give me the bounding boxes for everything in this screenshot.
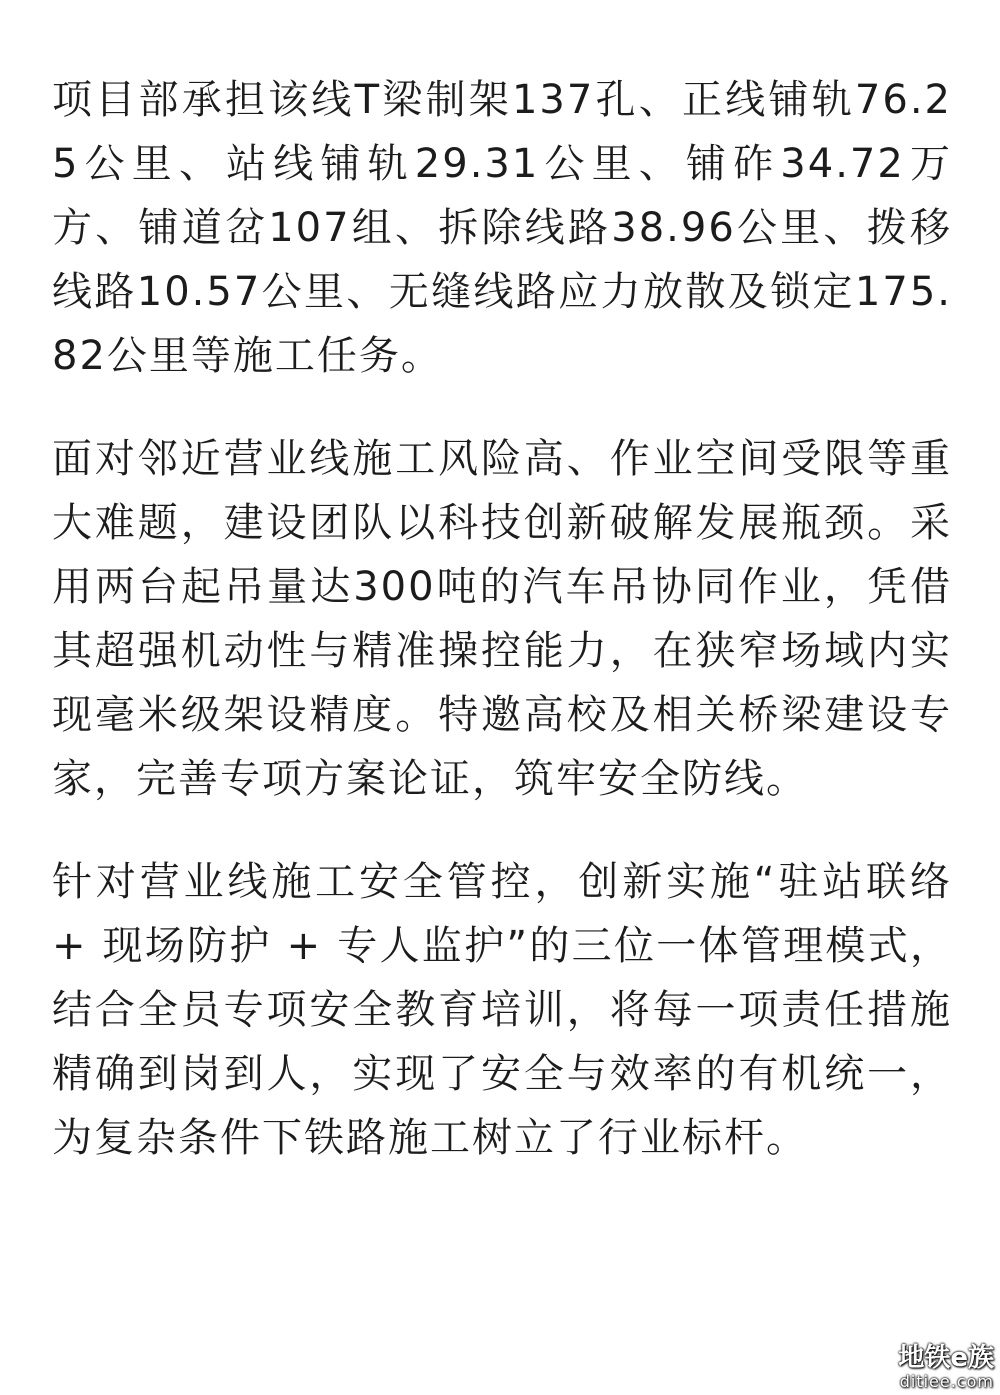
watermark-logo-text: 地铁e族: [898, 1343, 994, 1373]
watermark-url: ditiee.com: [899, 1372, 994, 1391]
article-body: [52, 68, 952, 1209]
paragraph-technology-innovation: 面对邻近营业线施工风险高、作业空间受限等重大难题，建设团队以科技创新破解发展瓶颈。采用两台起吊量达300吨的汽车吊协同作业，凭借其超强机动性与精准操控能力，在狭窄场域内实现毫米级架设精度。特邀高校及相关桥梁建设专家，完善专项方案论证，筑牢安全防线。: [52, 436, 952, 802]
site-watermark: [898, 1343, 994, 1391]
paragraph-construction-tasks: 项目部承担该线T梁制架137孔、正线铺轨76.25公里、站线铺轨29.31公里、铺砟34.72万方、铺道岔107组、拆除线路38.96公里、拨移线路10.57公里、无缝线路应力放散及锁定175.82公里等施工任务。: [52, 77, 952, 379]
paragraph-safety-management: 针对营业线施工安全管控，创新实施“驻站联络 + 现场防护 + 专人监护”的三位一体管理模式，结合全员专项安全教育培训，将每一项责任措施精确到岗到人，实现了安全与效率的有机统一，为复杂条件下铁路施工树立了行业标杆。: [52, 859, 952, 1161]
